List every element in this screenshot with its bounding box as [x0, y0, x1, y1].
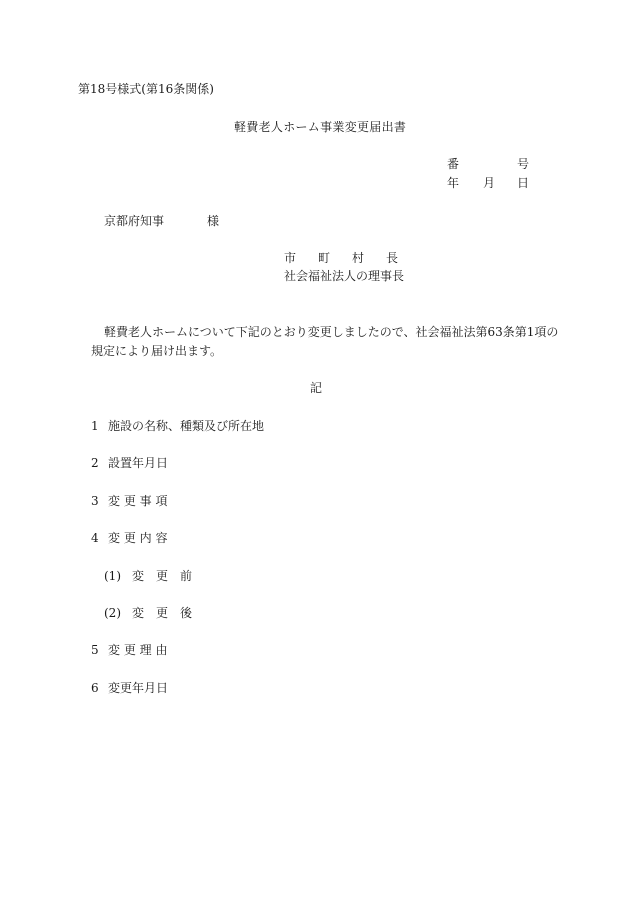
- sender-char: 村: [352, 251, 365, 265]
- item-label: 変更年月日: [108, 681, 169, 695]
- list-item: [91, 642, 167, 658]
- sender-char: 市: [284, 251, 297, 265]
- date-day-label: 日: [517, 176, 530, 190]
- list-item: [91, 493, 167, 509]
- document-title: 軽費老人ホーム事業変更届出書: [234, 120, 407, 134]
- sub-item-number: (1): [104, 569, 121, 583]
- reference-number-suffix: 号: [517, 157, 530, 171]
- item-label: 変 更 内 容: [108, 531, 168, 545]
- sub-item-number: (2): [104, 606, 121, 620]
- sub-list-item: [104, 568, 192, 584]
- sender-title-corporation: 社会福祉法人の理事長: [284, 269, 405, 283]
- date-year-label: 年: [447, 176, 460, 190]
- reference-number-label: 番: [447, 157, 460, 171]
- sender-char: 町: [318, 251, 331, 265]
- item-number: 1: [91, 419, 99, 433]
- sender-title-municipal: [284, 250, 398, 266]
- sub-item-label: 変 更 前: [132, 569, 193, 583]
- ki-heading: 記: [310, 381, 323, 395]
- item-label: 変 更 事 項: [108, 494, 168, 508]
- list-item: [91, 418, 264, 434]
- date-month-label: 月: [483, 176, 496, 190]
- item-number: 4: [91, 531, 99, 545]
- item-number: 6: [91, 681, 99, 695]
- item-number: 5: [91, 643, 99, 657]
- list-item: [91, 530, 167, 546]
- item-number: 3: [91, 494, 99, 508]
- body-text-line: 軽費老人ホームについて下記のとおり変更しましたので、社会福祉法第63条第1項の: [104, 325, 559, 339]
- item-label: 変 更 理 由: [108, 643, 168, 657]
- form-number: 第18号様式(第16条関係): [78, 82, 214, 96]
- addressee-honorific: 様: [207, 214, 220, 228]
- item-label: 施設の名称、種類及び所在地: [108, 419, 265, 433]
- list-item: [91, 455, 168, 471]
- sub-list-item: [104, 605, 192, 621]
- sub-item-label: 変 更 後: [132, 606, 193, 620]
- addressee-name: 京都府知事: [104, 214, 165, 228]
- item-number: 2: [91, 456, 99, 470]
- sender-char: 長: [386, 251, 399, 265]
- item-label: 設置年月日: [108, 456, 169, 470]
- body-text-line: 規定により届け出ます。: [91, 344, 223, 358]
- list-item: [91, 680, 168, 696]
